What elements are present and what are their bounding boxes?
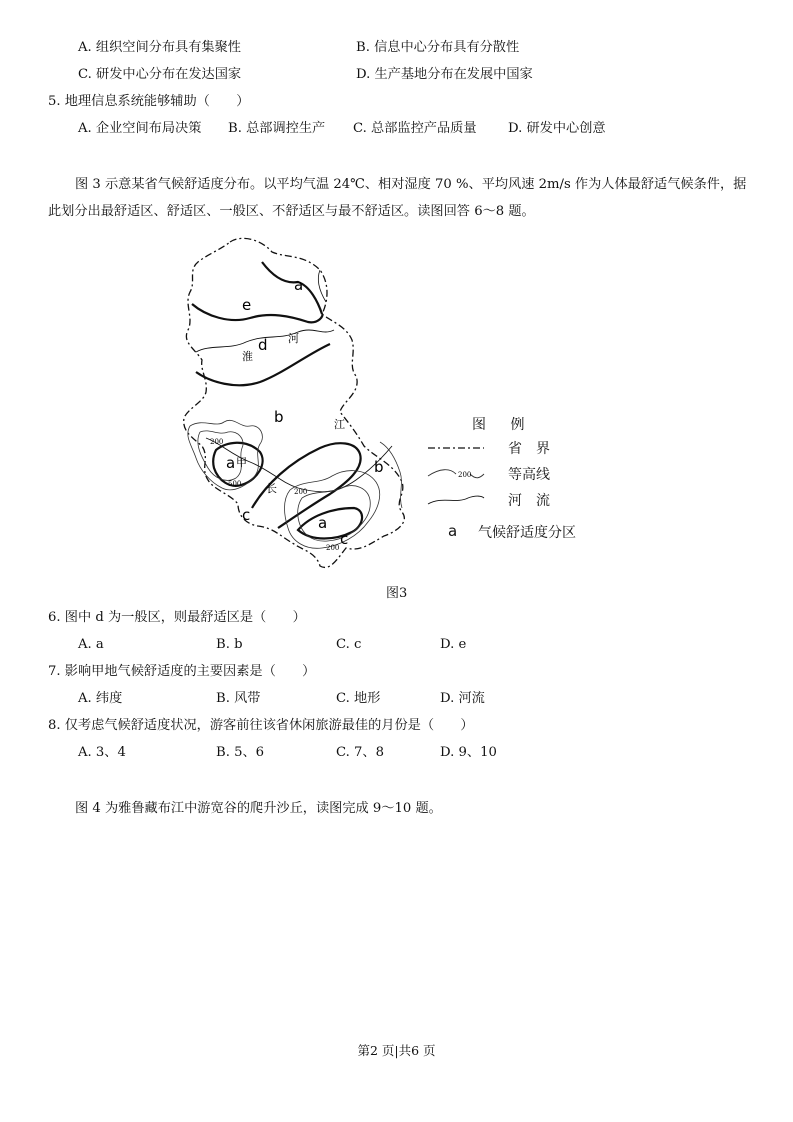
contour-line <box>285 471 380 549</box>
figure3-intro: 图 3 示意某省气候舒适度分布。以平均气温 24℃、相对湿度 70 %、平均风速 2m/s 作为人体最舒适气候条件，据此划分出最舒适区、舒适区、一般区、不舒适区与最不舒适区。读图回答 6～8 题。 <box>48 177 747 219</box>
legend-label-boundary: 省 界 <box>508 441 550 457</box>
q6-option-a: A. a <box>78 637 104 652</box>
q7-option-d: D. 河流 <box>440 691 485 706</box>
boundary-legend-symbol <box>426 440 486 456</box>
zone-label-b-right: b <box>374 458 384 476</box>
zone-label-b-mid: b <box>274 408 284 426</box>
contour-value-label: 200 <box>210 438 224 446</box>
contour-legend-symbol <box>426 466 486 482</box>
river-label-huai: 淮 <box>242 350 253 363</box>
map-legend <box>420 412 610 552</box>
legend-contour-value: 200 <box>458 471 472 479</box>
legend-label-zone: 气候舒适度分区 <box>478 525 576 541</box>
legend-label-river: 河 流 <box>508 493 550 509</box>
q4-option-d: D. 生产基地分布在发展中国家 <box>356 67 533 82</box>
q5-option-d: D. 研发中心创意 <box>508 121 606 136</box>
contour-value-label: 200 <box>326 544 340 552</box>
legend-label-contour: 等高线 <box>508 467 550 483</box>
zone-label-a-top: a <box>294 276 304 294</box>
q7-option-b: B. 风带 <box>216 691 261 706</box>
q4-option-c: C. 研发中心分布在发达国家 <box>78 67 242 82</box>
q7-option-a: A. 纬度 <box>78 691 123 706</box>
q5-option-a: A. 企业空间布局决策 <box>78 121 202 136</box>
zone-label-c-left: c <box>242 506 251 524</box>
river-label-chang: 长 <box>266 482 277 495</box>
q8-stem: 8. 仅考虑气候舒适度状况，游客前往该省休闲旅游最佳的月份是（ ） <box>48 718 474 733</box>
q8-option-a: A. 3、4 <box>78 745 126 760</box>
page-footer: 第2 页|共6 页 <box>357 1043 436 1058</box>
contour-line <box>298 486 371 541</box>
jia-label: 甲 <box>236 456 247 469</box>
river-label-he: 河 <box>288 332 299 345</box>
q6-option-c: C. c <box>336 637 362 652</box>
q8-option-c: C. 7、8 <box>336 745 384 760</box>
zone-boundary-e <box>192 304 322 322</box>
q5-option-b: B. 总部调控生产 <box>228 121 326 136</box>
contour-value-label: 500 <box>228 480 242 488</box>
q6-option-b: B. b <box>216 637 243 652</box>
contour-value-label: 200 <box>294 488 308 496</box>
q6-stem: 6. 图中 d 为一般区，则最舒适区是（ ） <box>48 610 306 625</box>
river-label-jiang: 江 <box>334 418 345 431</box>
q4-option-b: B. 信息中心分布具有分散性 <box>356 40 520 55</box>
q7-option-c: C. 地形 <box>336 691 381 706</box>
zone-label-e: e <box>242 296 252 314</box>
zone-label-a-left: a <box>226 454 236 472</box>
q6-option-d: D. e <box>440 637 467 652</box>
q5-stem: 5. 地理信息系统能够辅助（ ） <box>48 94 250 109</box>
q4-option-a: A. 组织空间分布具有集聚性 <box>78 40 241 55</box>
zone-label-a-bottom: a <box>318 514 328 532</box>
q5-option-c: C. 总部监控产品质量 <box>353 121 477 136</box>
river-branch-1 <box>318 270 326 302</box>
legend-symbol-zone: a <box>448 522 458 540</box>
figure3-caption: 图3 <box>386 586 408 601</box>
figure4-intro: 图 4 为雅鲁藏布江中游宽谷的爬升沙丘，读图完成 9～10 题。 <box>75 801 442 816</box>
zone-boundary-a-top <box>262 262 322 314</box>
q7-stem: 7. 影响甲地气候舒适度的主要因素是（ ） <box>48 664 316 679</box>
zone-boundary-a-bottom <box>298 508 362 539</box>
zone-label-c-bottom: c <box>340 530 349 548</box>
q8-option-d: D. 9、10 <box>440 745 497 760</box>
q8-option-b: B. 5、6 <box>216 745 265 760</box>
river-legend-symbol <box>426 492 486 508</box>
zone-label-d: d <box>258 336 268 354</box>
legend-title: 图 例 <box>472 417 535 433</box>
